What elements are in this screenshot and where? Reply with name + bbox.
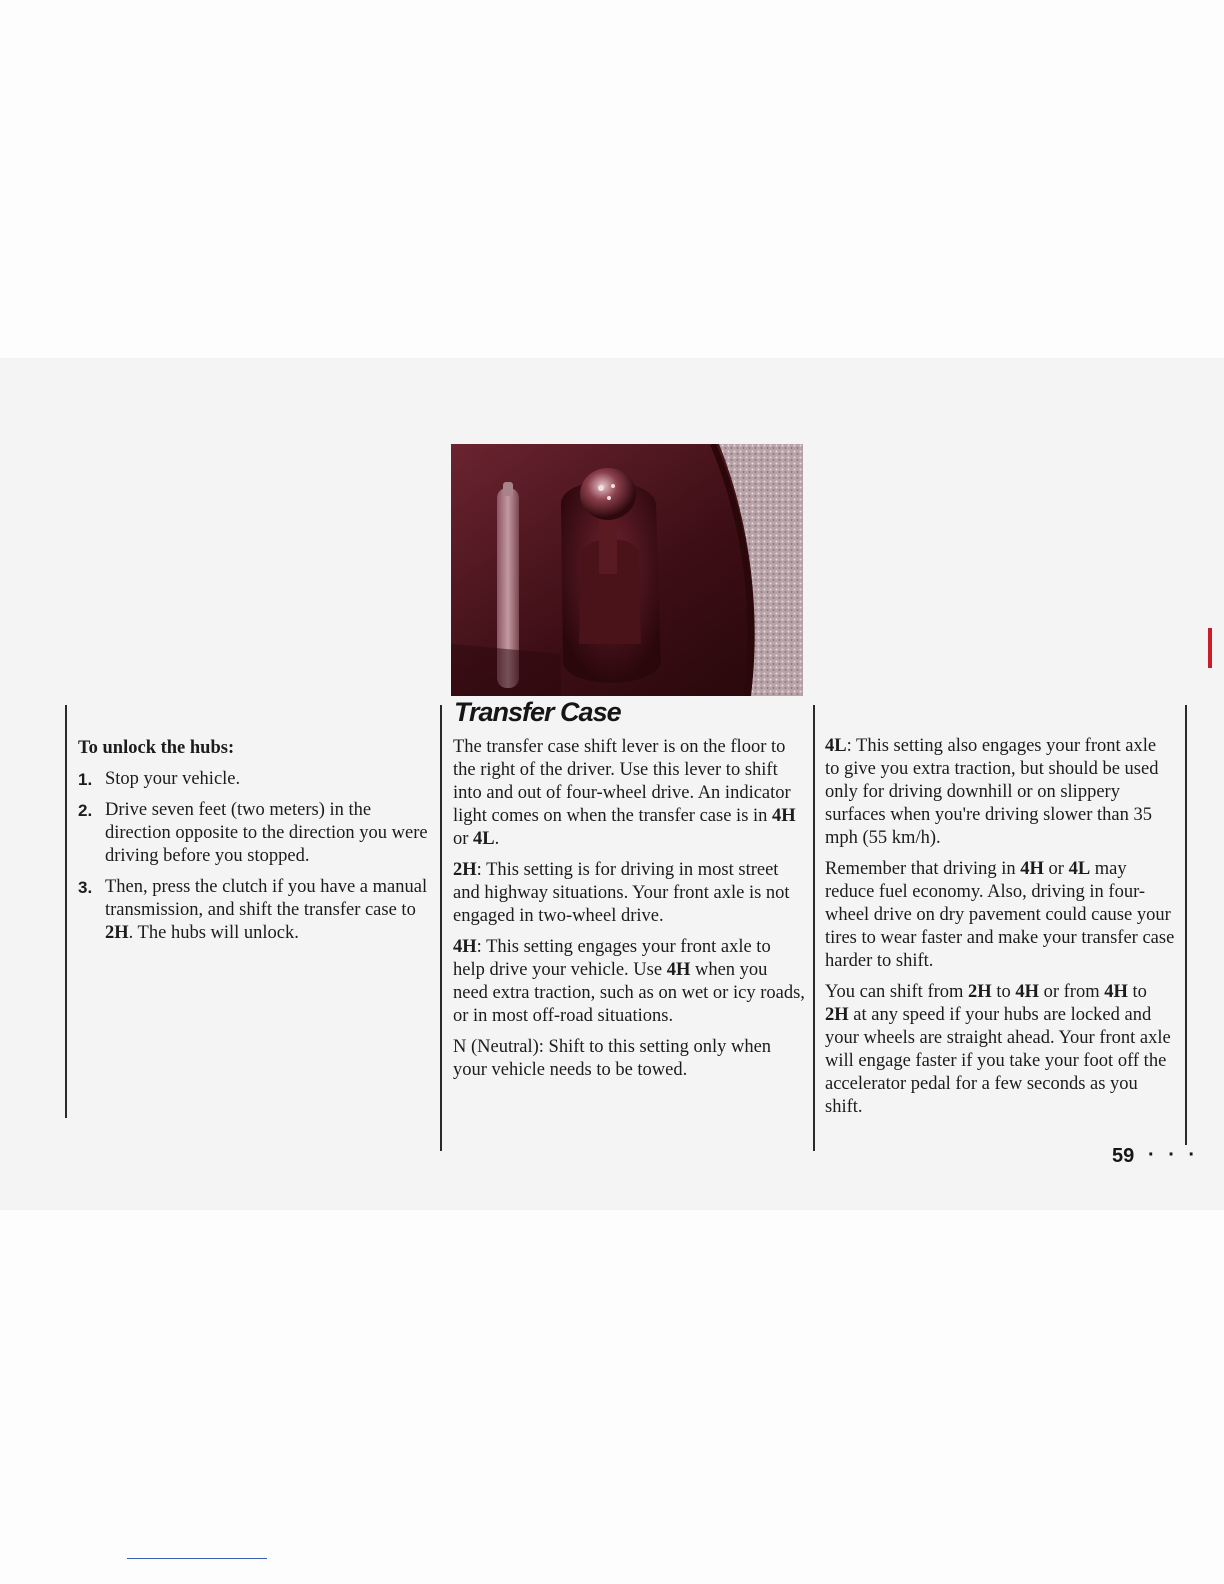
setting-code: 4H (666, 960, 691, 980)
column-rule-right (1185, 705, 1187, 1145)
step-text: . The hubs will unlock. (128, 923, 299, 943)
paragraph-text: You can shift from (825, 982, 969, 1002)
paragraph-text: to (1127, 982, 1147, 1002)
paragraph-text: : This setting is for driving in most street and highway situations. Your front axle is not engaged in two-wheel drive. (453, 860, 790, 926)
step-text: Drive seven feet (two meters) in the direction opposite to the direction you were driving before you stopped. (105, 800, 428, 866)
right-column (825, 735, 1175, 1127)
setting-code: 4L (1068, 859, 1091, 879)
unlock-hubs-heading: To unlock the hubs: (78, 738, 235, 758)
neutral-paragraph: N (Neutral): Shift to this setting only when your vehicle needs to be towed. (453, 1037, 772, 1080)
step-text: Stop your vehicle. (105, 769, 241, 789)
setting-code: 4H (772, 806, 796, 826)
four-low-paragraph (825, 735, 1175, 850)
list-item (78, 768, 428, 791)
page-number-dots: · · · (1148, 1144, 1200, 1166)
section-title: Transfer Case (454, 697, 621, 727)
step-text: Then, press the clutch if you have a manual transmission, and shift the transfer case to (105, 877, 428, 920)
setting-code: 2H (105, 923, 129, 943)
two-high-paragraph (453, 859, 805, 928)
paragraph-text: . (494, 829, 500, 849)
step-number: 3. (78, 878, 93, 897)
paragraph-text: : This setting also engages your front axle to give you extra traction, but should be used only for driving downhill or on slippery surfaces when you're driving slower than 35 mph (55 km/h). (825, 736, 1159, 848)
setting-code: 2H (825, 1005, 849, 1025)
setting-code: 4H (1015, 982, 1039, 1002)
column-rule-middle-right (813, 705, 815, 1151)
setting-code: 4L (473, 829, 495, 849)
shifting-paragraph (825, 981, 1175, 1119)
column-rule-middle-left (440, 705, 442, 1151)
setting-code: 4H (1020, 859, 1044, 879)
paragraph-text: or (453, 829, 474, 849)
paragraph-text: The transfer case shift lever is on the floor to the right of the driver. Use this lever to shift into and out of four-wheel drive. An indicator light comes on when the transfer case is in (453, 737, 791, 826)
setting-code: 2H (968, 982, 992, 1002)
paragraph-text: or from (1038, 982, 1105, 1002)
intro-paragraph (453, 736, 805, 851)
fuel-economy-paragraph (825, 858, 1175, 973)
list-item (78, 799, 428, 868)
setting-label: 2H (453, 860, 477, 880)
setting-label: 4L (825, 736, 847, 756)
setting-label: 4H (453, 937, 477, 957)
left-column (78, 737, 428, 953)
four-high-paragraph (453, 936, 805, 1028)
column-rule-left (65, 705, 67, 1118)
list-item (78, 876, 428, 945)
step-number: 1. (78, 770, 93, 789)
paragraph-text: Remember that driving in (825, 859, 1021, 879)
page-number: 59 (1112, 1145, 1135, 1167)
paragraph-text: : This setting engages your front axle to help drive your vehicle. Use (453, 937, 771, 980)
paragraph-text: when you need extra traction, such as on wet or icy roads, or in most off-road situations. (453, 960, 805, 1026)
section-edge-tab (1208, 628, 1212, 668)
paragraph-text: to (991, 982, 1016, 1002)
paragraph-text: may reduce fuel economy. Also, driving in four-wheel drive on dry pavement could cause your tires to wear faster and make your transfer case harder to shift. (825, 859, 1175, 971)
footnote-rule (127, 1558, 267, 1559)
middle-column (453, 736, 805, 1090)
paragraph-text: or (1043, 859, 1069, 879)
transfer-case-photo (451, 444, 803, 696)
transfer-case-lever-illustration (451, 444, 803, 696)
unlock-steps-list (78, 768, 428, 945)
step-number: 2. (78, 801, 93, 820)
paragraph-text: at any speed if your hubs are locked and your wheels are straight ahead. Your front axle will engage faster if you take your foot off the accelerator pedal for a few seconds as you shift. (825, 1005, 1171, 1117)
setting-code: 4H (1104, 982, 1128, 1002)
